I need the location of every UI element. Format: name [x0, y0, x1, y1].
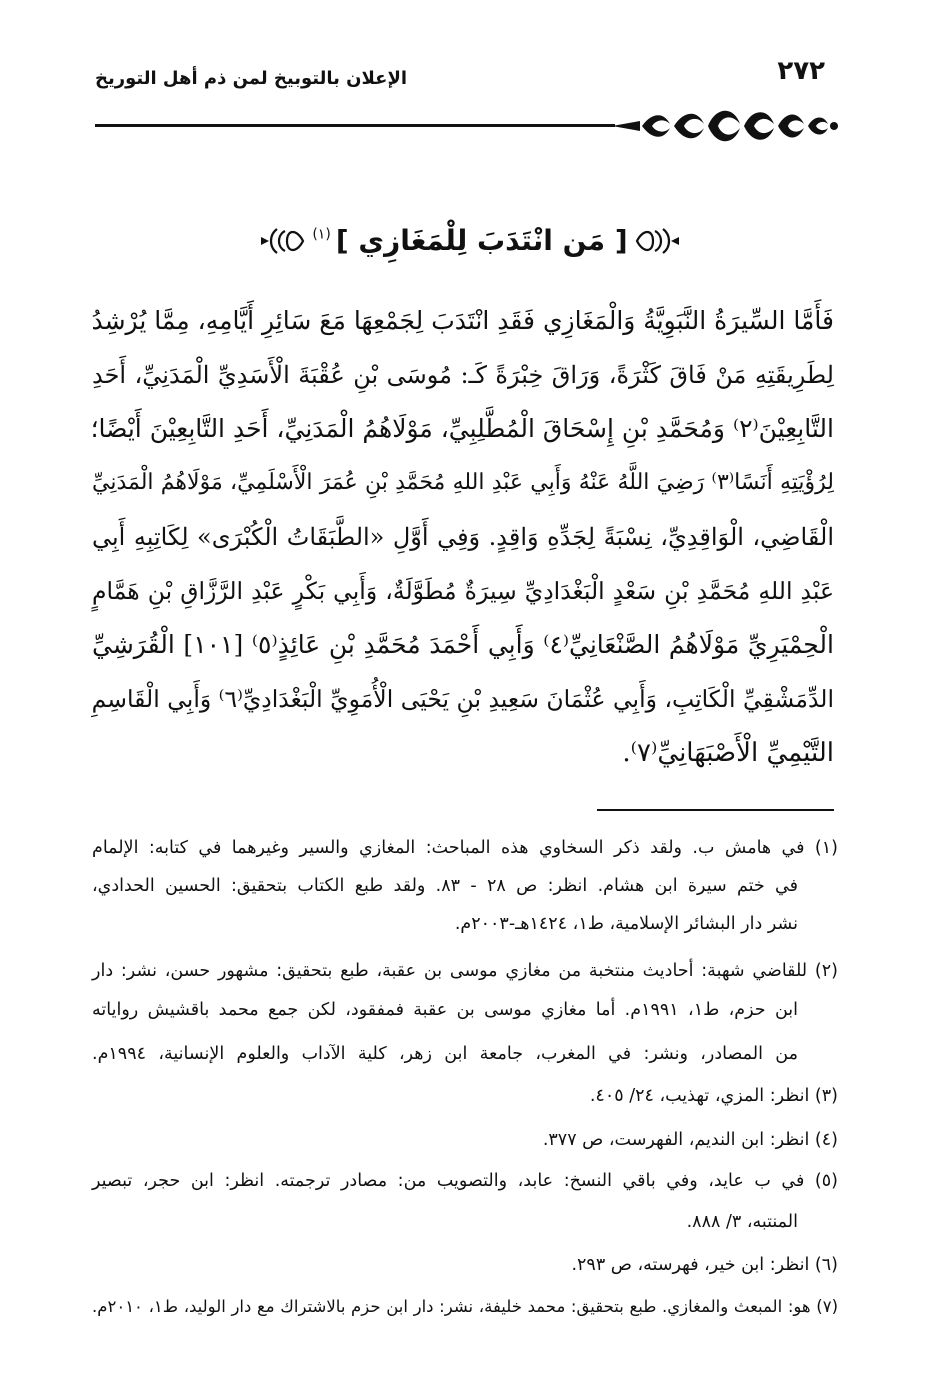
footnote-line: (١) في هامش ب. ولقد ذكر السخاوي هذه المباحث: المغازي والسير وغيرهما في كتابه: الإلمام [92, 838, 838, 858]
body-line: التَّيْمِيِّ الْأَصْبَهَانِيِّ⁽٧⁾. [622, 738, 834, 768]
footnote-line: (٣) انظر: المزي، تهذيب، ٢٤/ ٤٠٥. [589, 1086, 838, 1106]
body-line: فَأَمَّا السِّيرَةُ النَّبَوِيَّةُ وَالْمَغَازِي فَقَدِ انْتَدَبَ لِجَمْعِهَا مَعَ سَائِرِ أَيَّامِهِ، مِمَّا يُرْشِدُ [91, 306, 834, 335]
body-line: الْحِمْيَرِيِّ مَوْلَاهُمُ الصَّنْعَانِيِّ⁽٤⁾ وَأَبِي أَحْمَدَ مُحَمَّدِ بْنِ عَائِذٍ⁽٥⁾ [١٠١] الْقُرَشِيِّ [92, 630, 834, 659]
footnote-line: (٥) في ب عايد، وفي باقي النسخ: عابد، والتصويب من: مصادر ترجمته. انظر: ابن حجر، تبصير [92, 1171, 838, 1191]
footnote-line: (٢) للقاضي شهبة: أحاديث منتخبة من مغازي موسى بن عقبة، طبع بتحقيق: مشهور حسن، نشر: دار [92, 961, 838, 981]
footnote-line: (٦) انظر: ابن خير، فهرسته، ص ٢٩٣. [571, 1255, 838, 1275]
footnote-line: من المصادر، ونشر: في المغرب، جامعة ابن زهر، كلية الآداب والعلوم الإنسانية، ١٩٩٤م. [92, 1044, 798, 1064]
body-line: الْقَاضِي، الْوَاقِدِيِّ، نِسْبَةً لِجَدِّهِ وَاقِدٍ. وَفِي أَوَّلِ «الطَّبَقَاتُ الْكُبْرَى» لِكَاتِبِهِ أَبِي [92, 523, 834, 551]
heading-ornament-left-icon [261, 227, 307, 255]
footnote-line: نشر دار البشائر الإسلامية، ط١، ١٤٢٤هـ-٢٠٠٣م. [454, 914, 798, 934]
footnote-separator [597, 809, 834, 811]
section-heading-text: [ مَن انْتَدَبَ لِلْمَغَازِي ] [335, 224, 628, 257]
body-line: الدِّمَشْقِيِّ الْكَاتِبِ، وَأَبِي عُثْمَانَ سَعِيدِ بْنِ يَحْيَى الْأُمَوِيِّ الْبَغْدَادِيِّ⁽٦⁾ وَأَبِي الْقَاسِمِ [91, 685, 834, 713]
body-line: التَّابِعِيْنَ⁽٢⁾ وَمُحَمَّدِ بْنِ إِسْحَاقَ الْمُطَّلِبِيِّ، مَوْلَاهُمُ الْمَدَنِيِّ، أَحَدِ التَّابِعِيْنَ أَيْضًا؛ [90, 414, 834, 443]
body-line: لِرُؤْيَتِهِ أَنَسًا⁽٣⁾ رَضِيَ اللَّهُ عَنْهُ وَأَبِي عَبْدِ اللهِ مُحَمَّدِ بْنِ عُمَرَ الْأَسْلَمِيِّ، مَوْلَاهُمُ الْمَدَنِيِّ [92, 470, 834, 495]
footnote-line: ابن حزم، ط١، ١٩٩١م. أما مغازي موسى بن عقبة فمفقود، لكن جمع محمد باقشيش رواياته [92, 1000, 798, 1020]
footnote-line: (٧) هو: المبعث والمغازي. طبع بتحقيق: محمد خليفة، نشر: دار ابن حزم بالاشتراك مع دار الوليد، ط١، ٢٠١٠م. [92, 1297, 838, 1316]
section-heading-note: (١) [312, 226, 331, 243]
footnote-line: في ختم سيرة ابن هشام. انظر: ص ٢٨ - ٨٣. ولقد طبع الكتاب بتحقيق: الحسين الحدادي، [92, 876, 798, 896]
footnote-line: المنتبه، ٣/ ٨٨٨. [686, 1212, 798, 1232]
running-title: الإعلان بالتوبيخ لمن ذم أهل التوريخ [95, 68, 408, 89]
page-number: ٢٧٢ [777, 56, 825, 86]
section-heading [200, 224, 740, 274]
body-line: لِطَرِيقَتِهِ مَنْ فَاقَ كَثْرَةً، وَرَاقَ خِبْرَةً كَـ: مُوسَى بْنِ عُقْبَةَ الْأَسَدِيِّ الْمَدَنِيِّ، أَحَدِ [92, 361, 834, 389]
heading-ornament-right-icon [633, 227, 679, 255]
header-ornament-icon [612, 102, 840, 148]
header-rule [95, 124, 615, 127]
footnote-line: (٤) انظر: ابن النديم، الفهرست، ص ٣٧٧. [542, 1130, 838, 1150]
body-line: عَبْدِ اللهِ مُحَمَّدِ بْنِ سَعْدٍ الْبَغْدَادِيِّ سِيرَةٌ مُطَوَّلَةٌ، وَأَبِي بَكْرٍ عَبْدِ الرَّزَّاقِ بْنِ هَمَّامٍ [92, 577, 834, 605]
